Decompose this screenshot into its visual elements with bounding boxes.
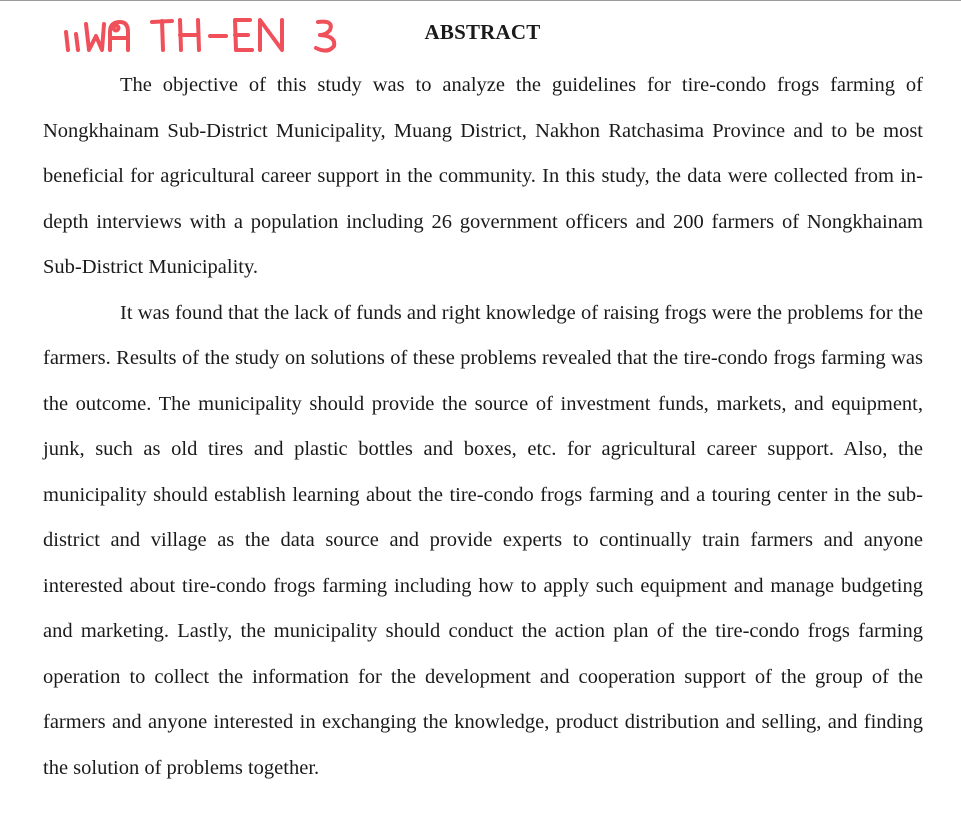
abstract-paragraph-1: The objective of this study was to analyze the guidelines for tire-condo frogs farming of Nongkhainam Sub-District Municipality, Muang District, Nakhon Ratchasima Province and to be most beneficial for agricultural career support in the community. In this study, the data were collected from in-depth interviews with a population including 26 government officers and 200 farmers of Nongkhainam Sub-District Municipality. — [43, 74, 923, 278]
page-top-border — [0, 0, 961, 1]
abstract-paragraph-2: It was found that the lack of funds and right knowledge of raising frogs were the problems for the farmers. Results of the study on solutions of these problems revealed that the tire-condo frogs farming was the outcome. The municipality should provide the source of investment funds, markets, and equipment, junk, such as old tires and plastic bottles and boxes, etc. for agricultural career support. Also, the municipality should establish learning about the tire-condo frogs farming and a touring center in the sub-district and village as the data source and provide experts to continually train farmers and anyone interested about tire-condo frogs farming including how to apply such equipment and manage budgeting and marketing. Lastly, the municipality should conduct the action plan of the tire-condo frogs farming operation to collect the information for the development and cooperation support of the group of the farmers and anyone interested in exchanging the knowledge, product distribution and selling, and finding the solution of problems together. — [43, 301, 923, 779]
abstract-heading — [0, 20, 961, 45]
abstract-body — [43, 63, 923, 791]
abstract-heading-text: ABSTRACT — [424, 20, 541, 44]
